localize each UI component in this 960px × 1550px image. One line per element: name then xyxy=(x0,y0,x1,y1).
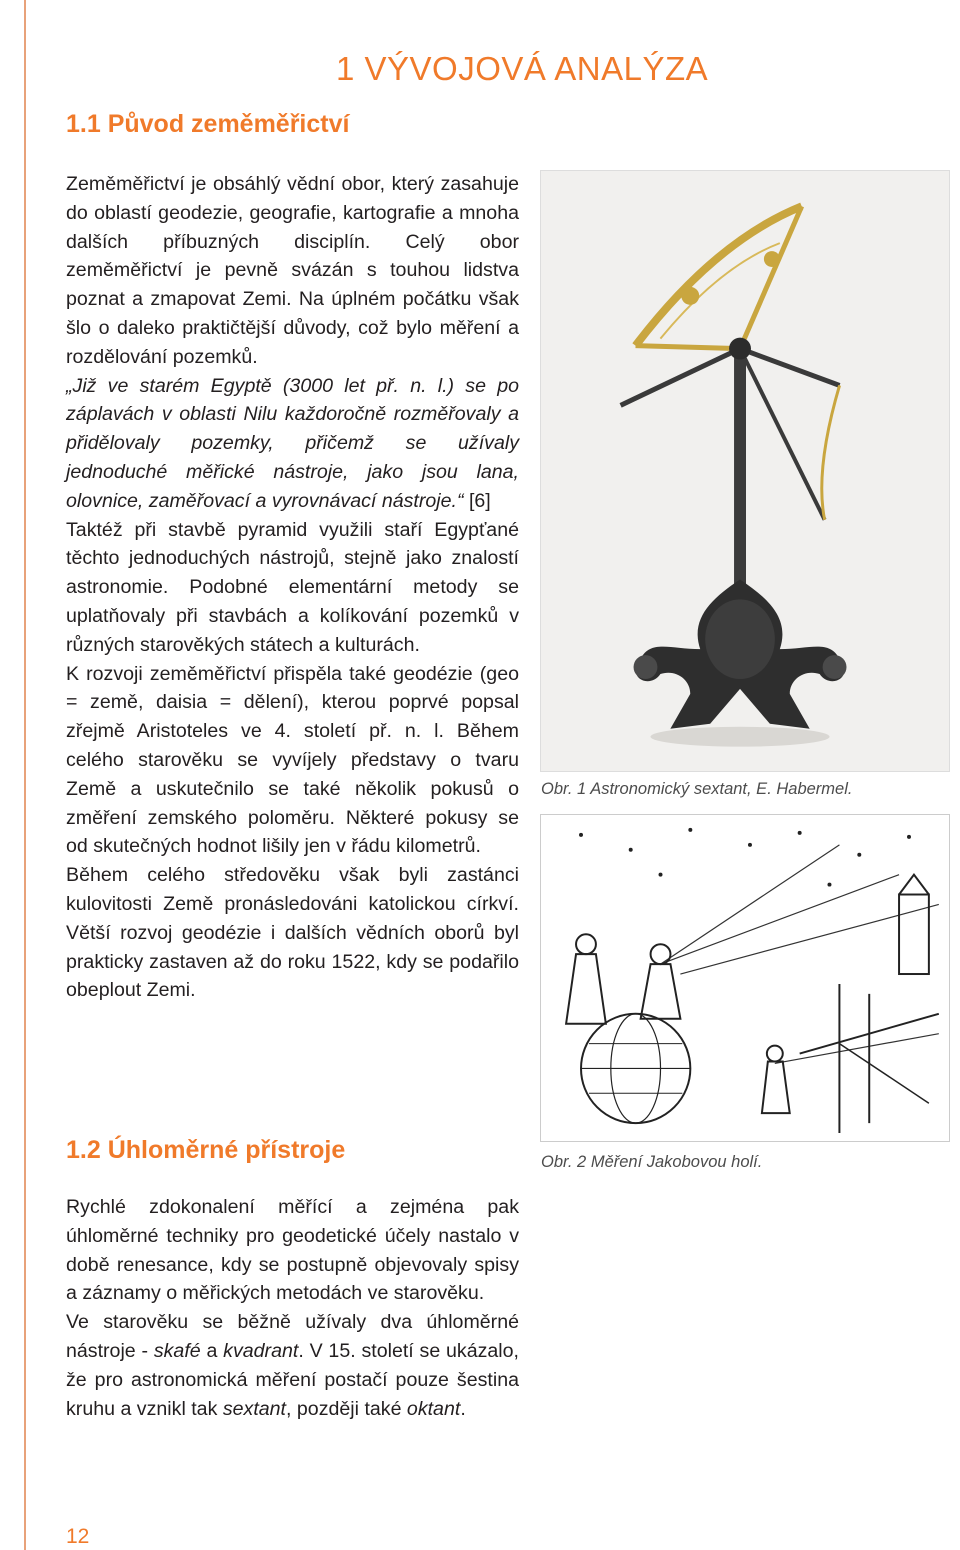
quote-paragraph xyxy=(66,372,519,516)
section-2-paragraph-1: Rychlé zdokonalení měřící a zejména pak úhloměrné techniky pro geodetické účely nastalo v době renesance, kdy se postupně objevovaly spisy a záznamy o měřických metodách ve starověku. xyxy=(66,1196,519,1305)
engraving-illustration xyxy=(541,815,949,1141)
egypt-quote: „Již ve starém Egyptě (3000 let př. n. l.) se po záplavách v oblasti Nilu každoročně rozměřovaly a přidělovaly pozemky, přičemž se užívaly jednoduché měřické nástroje, jako jsou lana, olovnice, zaměřovací a vyrovnávací nástroje.“ xyxy=(66,374,519,512)
term-skafe: skafé xyxy=(153,1339,201,1362)
figure-1-caption: Obr. 1 Astronomický sextant, E. Habermel. xyxy=(541,780,853,798)
section-2-paragraph-2 xyxy=(66,1308,519,1423)
paragraph-4: K rozvoji zeměměřictví přispěla také geodézie (geo = země, daisia = dělení), kterou poprvé popsal zřejmě Aristoteles ve 4. století př. n. l. Během celého starověku se vyvíjely představy o tvaru Země a uskutečnilo se také několik pokusů o změření zemského poloměru. Některé pokusy se od skutečných hodnot lišily jen v řádu kilometrů. xyxy=(66,662,519,858)
text-run: . V 15. století se ukázalo, že pro astronomická měření postačí pouze šestina kruhu a vznikl tak xyxy=(66,1339,519,1420)
paragraph-5: Během celého středověku však byli zastánci kulovitosti Země pronásledováni katolickou církví. Větší rozvoj geodézie i dalších vědních oborů byl prakticky zastaven až do roku 1522, kdy se podařilo obeplout Zemi. xyxy=(66,864,519,1002)
text-run: , později také xyxy=(286,1397,407,1420)
chapter-title: 1 VÝVOJOVÁ ANALÝZA xyxy=(336,50,709,87)
page-number: 12 xyxy=(66,1525,90,1548)
section-2-body xyxy=(66,1193,519,1423)
section-1-title: 1.1 Původ zeměměřictví xyxy=(66,110,350,138)
citation: [6] xyxy=(468,489,491,512)
sextant-photo xyxy=(540,170,950,772)
figure-2-caption: Obr. 2 Měření Jakobovou holí. xyxy=(541,1153,763,1171)
paragraph-3: Taktéž při stavbě pyramid využili staří Egypťané těchto jednoduchých nástrojů, stejně jako znalostí astronomie. Podobné elementární metody se uplatňovaly při stavbách a kolíkování pozemků v různých starověkých státech a kulturách. xyxy=(66,518,519,656)
text-run: . xyxy=(460,1397,466,1420)
paragraph-1: Zeměměřictví je obsáhlý vědní obor, který zasahuje do oblastí geodezie, geografie, kartografie a mnoha dalších příbuzných disciplín. Celý obor zeměměřictví je pevně svázán s touhou lidstva poznat a zmapovat Zemi. Na úplném počátku však šlo o daleko praktičtější důvody, což bylo měření a rozdělování pozemků. xyxy=(66,173,519,368)
page-edge-border xyxy=(0,0,26,1550)
term-oktant: oktant xyxy=(406,1397,461,1420)
section-2-title: 1.2 Úhloměrné přístroje xyxy=(66,1136,346,1164)
text-run: Ve starověku se běžně užívaly dva úhloměrné nástroje - xyxy=(66,1311,519,1362)
term-sextant: sextant xyxy=(222,1397,287,1420)
jacobs-staff-engraving xyxy=(540,814,950,1142)
sextant-illustration xyxy=(541,171,949,771)
section-1-body xyxy=(66,170,519,1005)
term-kvadrant: kvadrant xyxy=(223,1339,299,1362)
text-run: a xyxy=(200,1339,224,1362)
